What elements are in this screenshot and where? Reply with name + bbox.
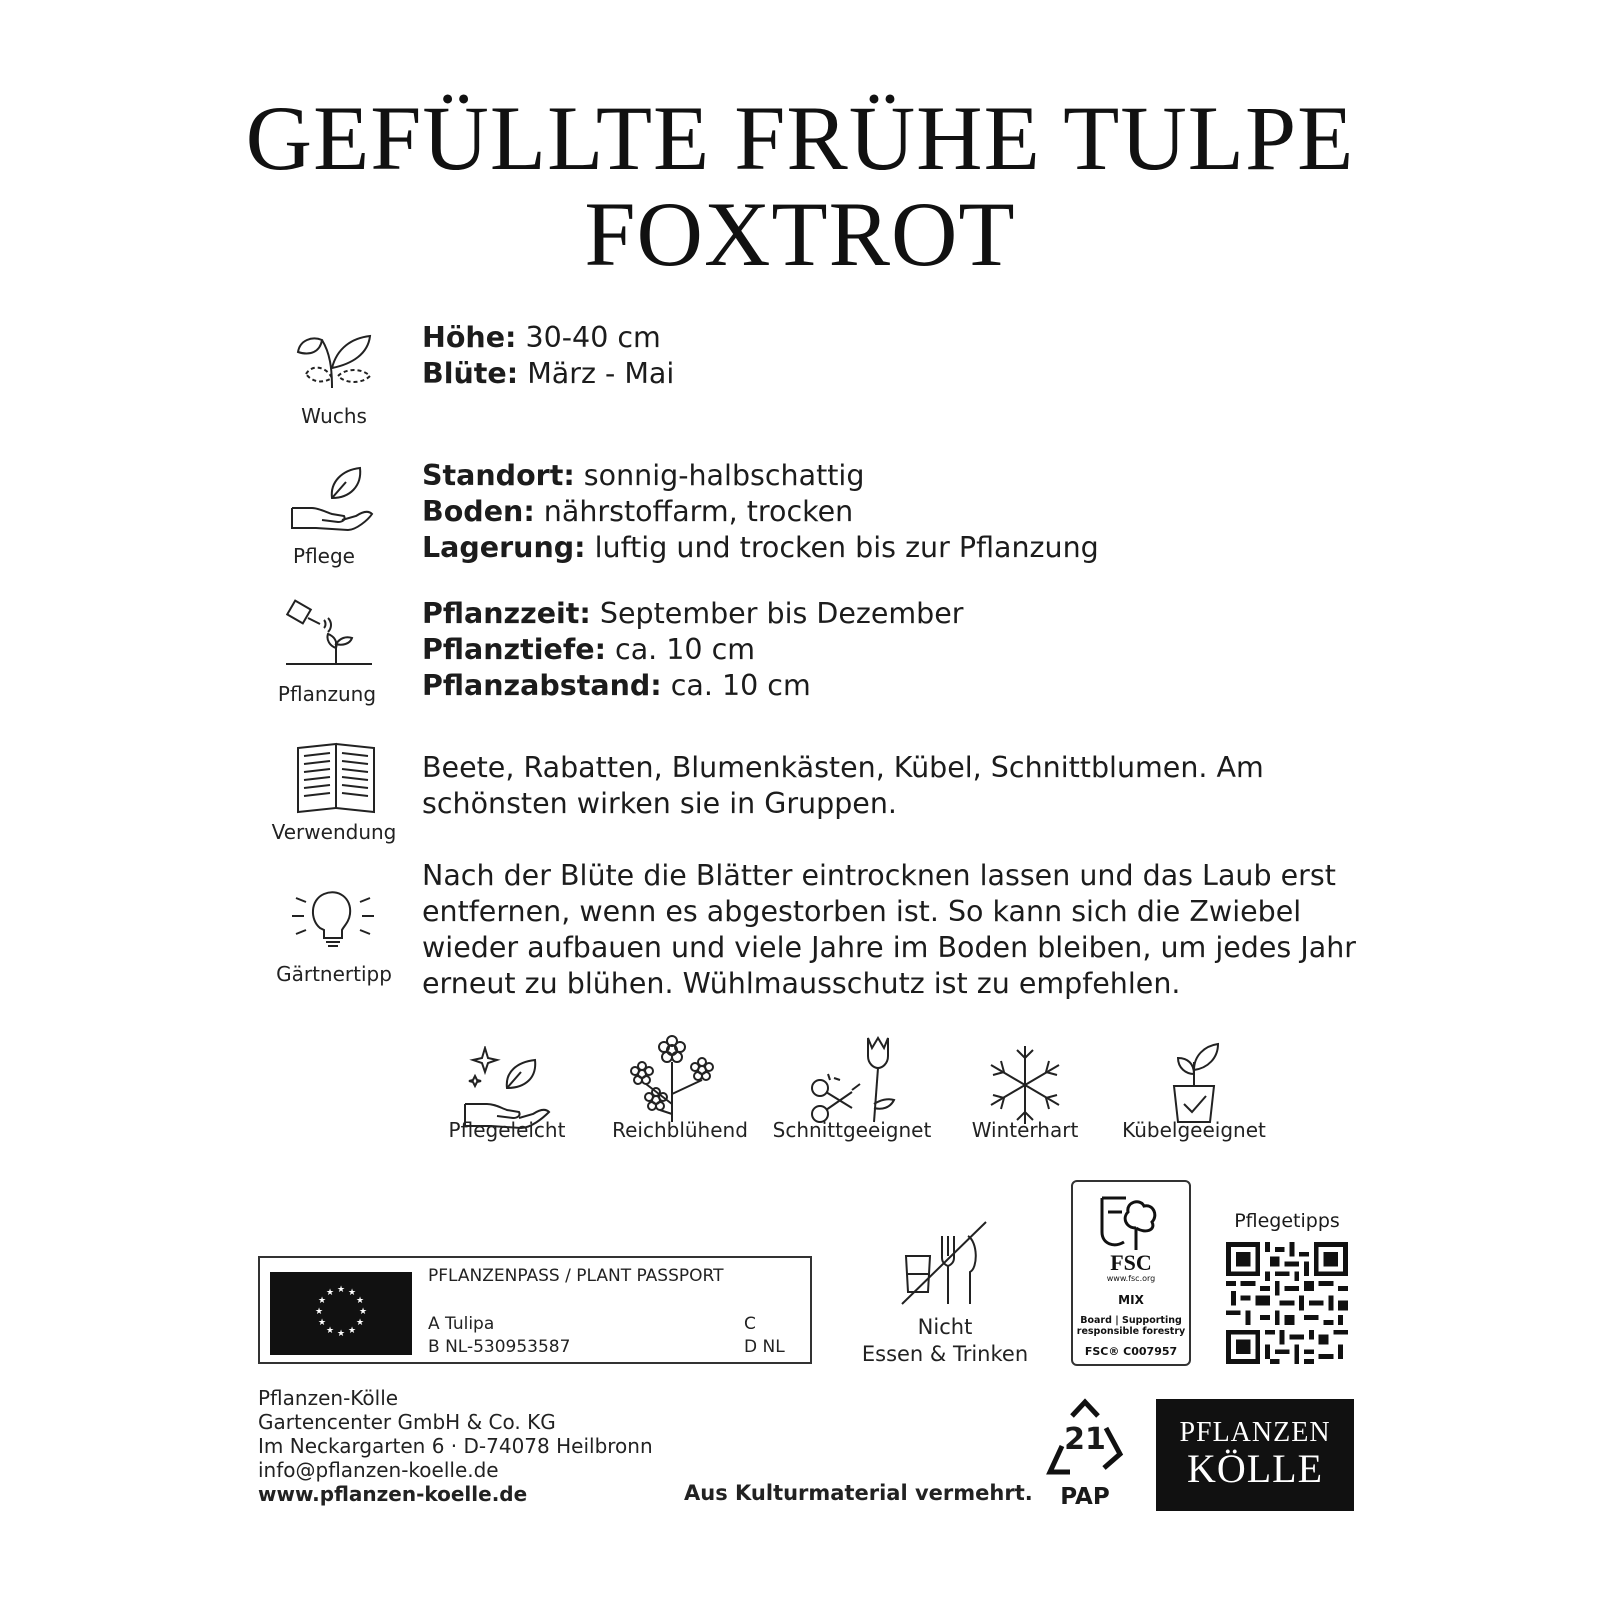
recycling-icon: 21 (1040, 1398, 1130, 1480)
svg-text:★: ★ (314, 1307, 324, 1317)
section-label-gaertnertipp: Gärtnertipp (276, 962, 392, 986)
wuchs-details (422, 320, 674, 392)
passport-a: A Tulipa (428, 1314, 495, 1334)
snowflake-icon (980, 1040, 1070, 1130)
section-label-pflege: Pflege (293, 544, 355, 568)
eu-flag-icon (270, 1272, 412, 1355)
pflanzung-details (422, 596, 964, 704)
svg-text:★: ★ (336, 1329, 346, 1339)
svg-text:★: ★ (358, 1307, 368, 1317)
plant-passport (258, 1256, 812, 1364)
passport-b: B NL-530953587 (428, 1337, 571, 1357)
feature-label: Pflegeleicht (448, 1118, 566, 1142)
detail-line: Blüte: März - Mai (422, 357, 675, 390)
hand-leaf-icon (288, 460, 374, 540)
recycling-code: PAP (1060, 1484, 1110, 1510)
section-label-pflanzung: Pflanzung (277, 682, 377, 706)
plant-sprout-icon (292, 318, 378, 398)
svg-text:★: ★ (317, 1296, 327, 1306)
brand-logo: PFLANZEN KÖLLE (1156, 1399, 1354, 1511)
passport-heading: PFLANZENPASS / PLANT PASSPORT (428, 1266, 724, 1286)
scissors-tulip-icon (808, 1034, 898, 1124)
detail-line: Pflanzzeit: September bis Dezember (422, 597, 964, 630)
feature-label: Winterhart (971, 1118, 1079, 1142)
svg-text:★: ★ (336, 1285, 346, 1295)
fsc-label: FSC www.fsc.org MIX Board | Supporting responsible forestry FSC® C007957 (1071, 1180, 1191, 1366)
detail-line: Pflanztiefe: ca. 10 cm (422, 633, 756, 666)
flowers-icon (626, 1034, 716, 1124)
feature-label: Schnittgeeignet (772, 1118, 932, 1142)
feature-label: Reichblühend (612, 1118, 748, 1142)
qr-code-icon[interactable] (1226, 1242, 1348, 1364)
potted-plant-icon (1150, 1034, 1240, 1124)
svg-text:★: ★ (317, 1318, 327, 1328)
fsc-tree-icon (1096, 1192, 1166, 1252)
culture-note: Aus Kulturmaterial vermehrt. (684, 1481, 1033, 1505)
detail-line: Pflanzabstand: ca. 10 cm (422, 669, 811, 702)
detail-line: Lagerung: luftig und trocken bis zur Pflanzung (422, 531, 1099, 564)
product-title-line1: GEFÜLLTE FRÜHE TULPE (245, 87, 1355, 189)
detail-line: Boden: nährstoffarm, trocken (422, 495, 854, 528)
svg-text:★: ★ (355, 1296, 365, 1306)
light-bulb-icon (290, 876, 376, 956)
verwendung-text: Beete, Rabatten, Blumenkästen, Kübel, Schnittblumen. Am schönsten wirken sie in Gruppen. (422, 751, 1264, 820)
detail-line: Standort: sonnig-halbschattig (422, 459, 865, 492)
qr-label: Pflegetipps (1234, 1210, 1340, 1232)
passport-c: C (744, 1314, 756, 1334)
svg-text:★: ★ (325, 1288, 335, 1298)
pflege-details (422, 458, 1099, 566)
svg-text:★: ★ (347, 1326, 357, 1336)
no-food-drink-icon (898, 1216, 990, 1308)
open-book-icon (296, 738, 382, 818)
website-link[interactable]: www.pflanzen-koelle.de (258, 1482, 528, 1506)
detail-line: Höhe: 30-40 cm (422, 321, 661, 354)
email-link[interactable]: info@pflanzen-koelle.de (258, 1458, 499, 1482)
gaertnertipp-text: Nach der Blüte die Blätter eintrocknen lassen und das Laub erst entfernen, wenn es abgestorben ist. So kann sich die Zwiebel wieder aufbauen und viele Jahre im Boden bleiben, um jedes Jahr erneut zu blühen. Wühlmausschutz ist zu empfehlen. (422, 859, 1356, 1000)
product-title-line2: FOXTROT (584, 183, 1016, 285)
company-address: Pflanzen-Kölle Gartencenter GmbH & Co. KG Im Neckargarten 6 · D-74078 Heilbronn info@pflanzen-koelle.de www.pflanzen-koelle.de (258, 1386, 653, 1506)
feature-label: Kübelgeeignet (1122, 1118, 1266, 1142)
watering-can-icon (286, 598, 372, 678)
svg-text:★: ★ (325, 1326, 335, 1336)
svg-text:★: ★ (355, 1318, 365, 1328)
section-label-verwendung: Verwendung (271, 820, 397, 844)
section-label-wuchs: Wuchs (301, 404, 367, 428)
svg-text:★: ★ (347, 1288, 357, 1298)
passport-d: D NL (744, 1337, 785, 1357)
warning-text: Nicht Essen & Trinken (861, 1315, 1029, 1366)
